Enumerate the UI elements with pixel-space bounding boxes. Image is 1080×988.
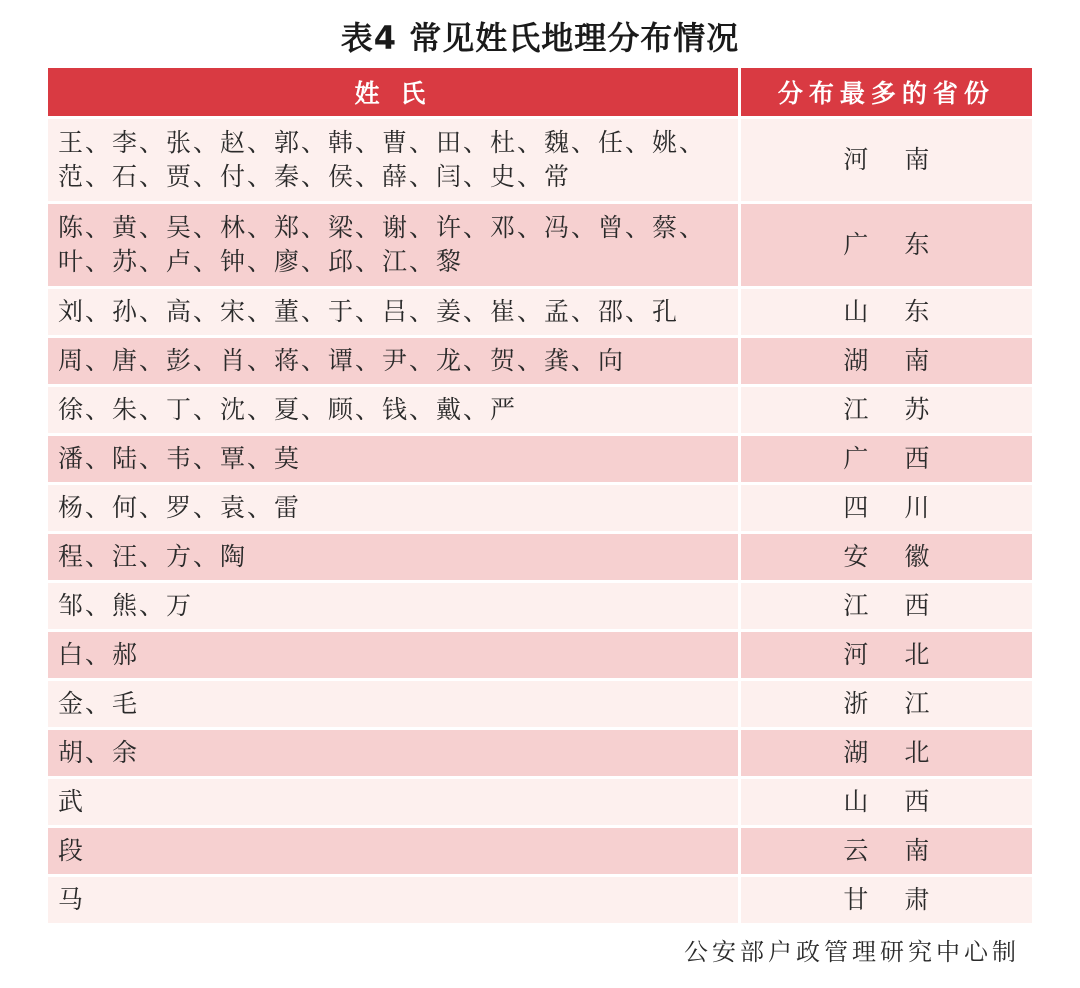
surname-cell: 陈、黄、吴、林、郑、梁、谢、许、邓、冯、曾、蔡、 叶、苏、卢、钟、廖、邱、江、黎 <box>48 203 739 288</box>
surname-cell: 周、唐、彭、肖、蒋、谭、尹、龙、贺、龚、向 <box>48 337 739 386</box>
table-row <box>48 533 1032 582</box>
header-surname: 姓 氏 <box>48 68 739 118</box>
province-cell: 四 川 <box>739 484 1032 533</box>
surname-cell: 潘、陆、韦、覃、莫 <box>48 435 739 484</box>
table-title: 表4 常见姓氏地理分布情况 <box>340 19 740 57</box>
table-row <box>48 484 1032 533</box>
table-row <box>48 118 1032 203</box>
table-row <box>48 729 1032 778</box>
province-cell: 山 东 <box>739 288 1032 337</box>
province-cell: 浙 江 <box>739 680 1032 729</box>
province-cell: 甘 肃 <box>739 876 1032 924</box>
table-row <box>48 778 1032 827</box>
table-row <box>48 631 1032 680</box>
table-row <box>48 876 1032 924</box>
surname-cell: 刘、孙、高、宋、董、于、吕、姜、崔、孟、邵、孔 <box>48 288 739 337</box>
province-cell: 广 西 <box>739 435 1032 484</box>
surname-cell: 杨、何、罗、袁、雷 <box>48 484 739 533</box>
surname-distribution-table <box>48 68 1032 923</box>
province-cell: 广 东 <box>739 203 1032 288</box>
province-cell: 山 西 <box>739 778 1032 827</box>
table-row <box>48 203 1032 288</box>
table-row <box>48 288 1032 337</box>
surname-cell: 马 <box>48 876 739 924</box>
province-cell: 江 苏 <box>739 386 1032 435</box>
province-cell: 安 徽 <box>739 533 1032 582</box>
table-row <box>48 386 1032 435</box>
province-cell: 河 南 <box>739 118 1032 203</box>
surname-cell: 白、郝 <box>48 631 739 680</box>
table-row <box>48 827 1032 876</box>
table-row <box>48 680 1032 729</box>
surname-cell: 段 <box>48 827 739 876</box>
province-cell: 江 西 <box>739 582 1032 631</box>
province-cell: 云 南 <box>739 827 1032 876</box>
table-row <box>48 435 1032 484</box>
province-cell: 河 北 <box>739 631 1032 680</box>
surname-cell: 程、汪、方、陶 <box>48 533 739 582</box>
surname-cell: 王、李、张、赵、郭、韩、曹、田、杜、魏、任、姚、 范、石、贾、付、秦、侯、薛、闫、史、常 <box>48 118 739 203</box>
table-row <box>48 582 1032 631</box>
surname-cell: 武 <box>48 778 739 827</box>
surname-cell: 邹、熊、万 <box>48 582 739 631</box>
table-row <box>48 337 1032 386</box>
source-credit: 公安部户政管理研究中心制 <box>684 938 1020 966</box>
province-cell: 湖 南 <box>739 337 1032 386</box>
province-cell: 湖 北 <box>739 729 1032 778</box>
header-province: 分布最多的省份 <box>739 68 1032 118</box>
surname-cell: 胡、余 <box>48 729 739 778</box>
surname-cell: 徐、朱、丁、沈、夏、顾、钱、戴、严 <box>48 386 739 435</box>
table-header-row <box>48 68 1032 118</box>
surname-cell: 金、毛 <box>48 680 739 729</box>
